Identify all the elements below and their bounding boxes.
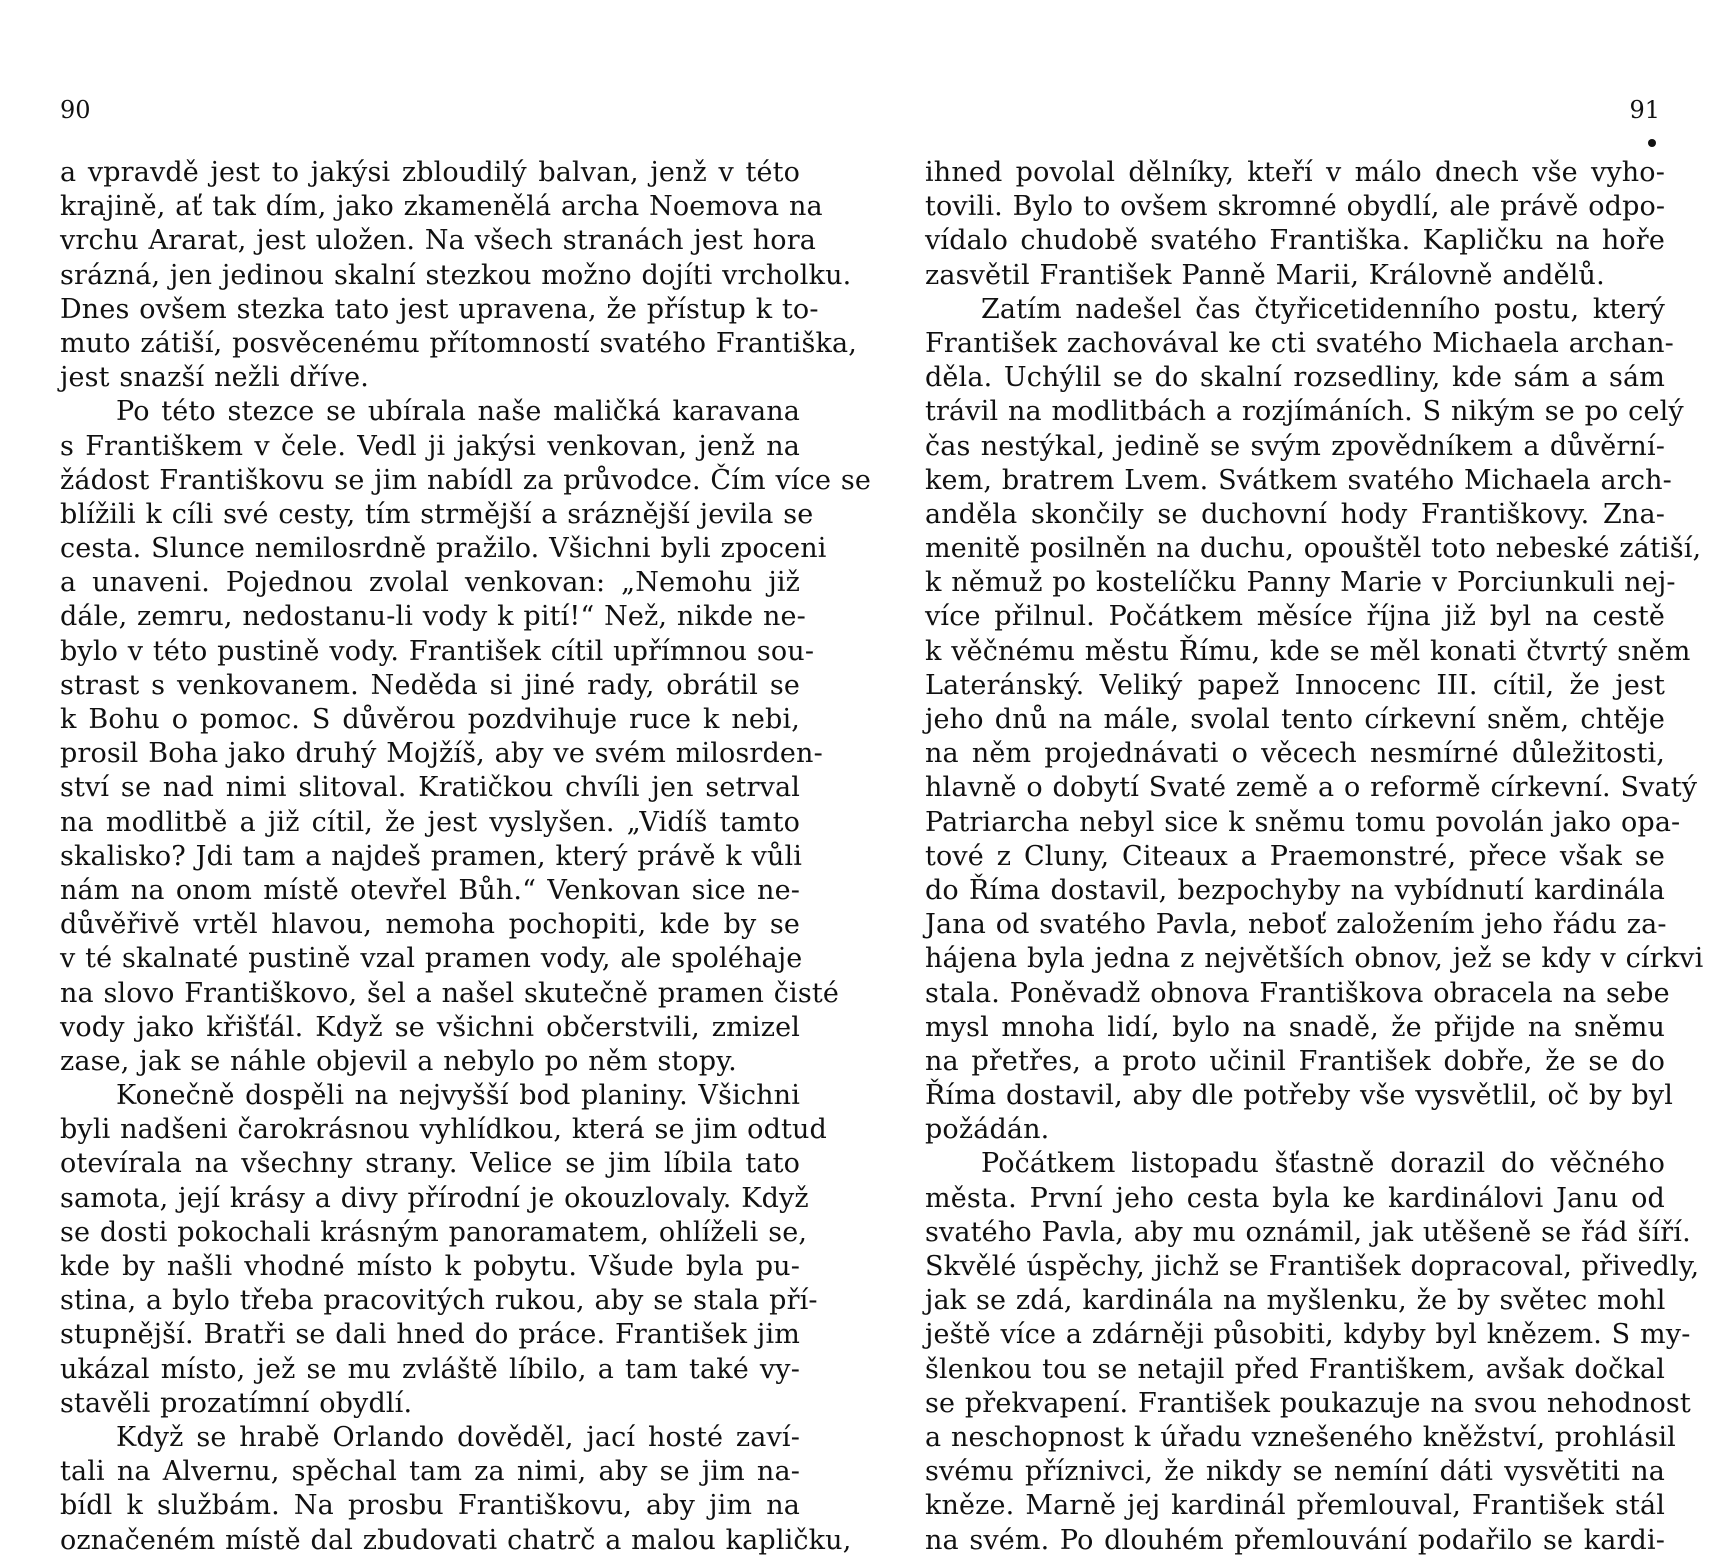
text-line: vídalo chudobě svatého Františka. Kapličku na hoře <box>925 225 1665 257</box>
text-line: stavěli prozatímní obydlí. <box>60 1387 413 1419</box>
text-line: požádán. <box>925 1114 1050 1146</box>
text-line: se překvapení. František poukazuje na svou nehodnost <box>925 1387 1691 1419</box>
text-line: bídl k službám. Na prosbu Františkovu, aby jim na <box>60 1490 800 1522</box>
text-line: tové z Cluny, Citeaux a Praemonstré, přece však se <box>925 840 1665 872</box>
text-line: děla. Uchýlil se do skalní rozsedliny, kde sám a sám <box>925 362 1665 394</box>
text-line: svému příznivci, že nikdy se nemíní dáti vysvětiti na <box>925 1456 1665 1488</box>
text-line: cesta. Slunce nemilosrdně pražilo. Všichni byli zpoceni <box>60 533 827 565</box>
text-line: označeném místě dal zbudovati chatrč a malou kapličku, <box>60 1524 852 1556</box>
text-line: k Bohu o pomoc. S důvěrou pozdvihuje ruce k nebi, <box>60 704 800 735</box>
text-line: Říma dostavil, aby dle potřeby vše vysvětlil, oč by byl <box>925 1080 1674 1112</box>
ink-speck <box>1648 139 1656 147</box>
page-number-right: 91 <box>1629 96 1660 124</box>
text-line: důvěřivě vrtěl hlavou, nemoha pochopiti, kde by se <box>60 909 800 941</box>
text-line: na slovo Františkovo, šel a našel skutečně pramen čisté <box>60 977 839 1009</box>
right-page-text <box>925 156 1704 1558</box>
text-line: k věčnému městu Římu, kde se měl konati čtvrtý sněm <box>925 635 1691 667</box>
text-line: a vpravdě jest to jakýsi zbloudilý balvan, jenž v této <box>60 157 800 188</box>
page-number-left: 90 <box>60 96 91 124</box>
text-line: na svém. Po dlouhém přemlouvání podařilo se kardi- <box>925 1524 1665 1556</box>
text-line: blížili k cíli své cesty, tím strmější a sráznější jevila se <box>60 498 814 530</box>
text-line: Konečně dospěli na nejvyšší bod planiny. Všichni <box>116 1080 800 1112</box>
text-line: tovili. Bylo to ovšem skromné obydlí, ale právě odpo- <box>925 191 1666 223</box>
text-line: Skvělé úspěchy, jichž se František dopracoval, přivedly, <box>925 1251 1700 1282</box>
text-line: tali na Alvernu, spěchal tam za nimi, aby se jim na- <box>60 1456 800 1488</box>
text-line: Počátkem listopadu šťastně dorazil do věčného <box>981 1148 1665 1180</box>
text-line: v té skalnaté pustině vzal pramen vody, ale spoléhaje <box>60 943 803 975</box>
text-line: a neschopnost k úřadu vznešeného kněžství, prohlásil <box>925 1421 1676 1453</box>
text-line: Patriarcha nebyl sice k sněmu tomu povolán jako opa- <box>925 806 1681 838</box>
text-line: menitě posilněn na duchu, opouštěl toto nebeské zátiší, <box>925 533 1702 565</box>
text-line: nám na onom místě otevřel Bůh.“ Venkovan sice ne- <box>60 874 800 906</box>
text-line: jest snazší nežli dříve. <box>60 362 369 394</box>
text-line: trávil na modlitbách a rozjímáních. S nikým se po celý <box>925 396 1684 428</box>
text-line: Když se hrabě Orlando dověděl, jací hosté zaví- <box>116 1421 800 1453</box>
text-line: skalisko? Jdi tam a najdeš pramen, který právě k vůli <box>60 840 803 872</box>
text-line: muto zátiší, posvěcenému přítomností svatého Františka, <box>60 327 857 359</box>
text-line: ství se nad nimi slitoval. Kratičkou chvíli jen setrval <box>60 772 800 804</box>
text-line: vrchu Ararat, jest uložen. Na všech stranách jest hora <box>60 225 817 257</box>
left-page-text <box>60 156 871 1558</box>
text-line: zase, jak se náhle objevil a nebylo po něm stopy. <box>60 1045 737 1077</box>
text-line: hájena byla jedna z největších obnov, jež se kdy v církvi <box>925 943 1704 975</box>
text-line: byli nadšeni čarokrásnou vyhlídkou, která se jim odtud <box>60 1114 827 1146</box>
text-line: jeho dnů na mále, svolal tento církevní sněm, chtěje <box>925 704 1665 735</box>
text-line: kde by našli vhodné místo k pobytu. Všude byla pu- <box>60 1251 800 1282</box>
right-page <box>860 0 1720 1556</box>
text-line: kněze. Marně jej kardinál přemlouval, František stál <box>925 1490 1665 1522</box>
text-line: Lateránský. Veliký papež Innocenc III. cítil, že jest <box>925 669 1665 701</box>
text-line: samota, její krásy a divy přírodní je okouzlovaly. Když <box>60 1182 809 1214</box>
text-line: hlavně o dobytí Svaté země a o reformě církevní. Svatý <box>925 772 1698 804</box>
text-line: kem, bratrem Lvem. Svátkem svatého Michaela arch- <box>925 464 1672 496</box>
text-line: dále, zemru, nedostanu-li vody k pití!“ Než, nikde ne- <box>60 601 806 633</box>
text-line: více přilnul. Počátkem měsíce října již byl na cestě <box>925 601 1665 633</box>
text-line: bylo v této pustině vody. František cítil upřímnou sou- <box>60 635 815 667</box>
text-line: do Říma dostavil, bezpochyby na vybídnutí kardinála <box>925 874 1665 906</box>
text-line: krajině, ať tak dím, jako zkamenělá archa Noemova na <box>60 191 823 223</box>
text-line: ihned povolal dělníky, kteří v málo dnech vše vyho- <box>925 157 1665 188</box>
text-line: anděla skončily se duchovní hody Františkovy. Zna- <box>925 498 1665 530</box>
text-line: a unaveni. Pojednou zvolal venkovan: „Nemohu již <box>60 567 800 599</box>
text-line: prosil Boha jako druhý Mojžíš, aby ve svém milosrden- <box>60 738 823 770</box>
text-line: stina, a bylo třeba pracovitých rukou, aby se stala pří- <box>60 1285 818 1317</box>
text-line: jak se zdá, kardinála na myšlenku, že by světec mohl <box>925 1285 1666 1317</box>
text-line: se dosti pokochali krásným panoramatem, ohlíželi se, <box>60 1216 808 1248</box>
text-line: čas nestýkal, jedině se svým zpovědníkem a důvěrní- <box>925 430 1665 462</box>
text-line: Po této stezce se ubírala naše maličká karavana <box>116 396 800 428</box>
text-line: na něm projednávati o věcech nesmírné důležitosti, <box>925 738 1665 770</box>
text-line: na přetřes, a proto učinil František dobře, že se do <box>925 1045 1665 1077</box>
text-line: srázná, jen jedinou skalní stezkou možno dojíti vrcholku. <box>60 259 852 291</box>
text-line: Jana od svatého Pavla, neboť založením jeho řádu za- <box>925 909 1667 941</box>
text-line: k němuž po kostelíčku Panny Marie v Porciunkuli nej- <box>925 567 1676 599</box>
text-line: města. První jeho cesta byla ke kardinálovi Janu od <box>925 1182 1665 1214</box>
text-line: ukázal místo, jež se mu zvláště líbilo, a tam také vy- <box>60 1353 800 1385</box>
text-line: Zatím nadešel čas čtyřicetidenního postu, který <box>981 293 1665 325</box>
text-line: vody jako křišťál. Když se všichni občerstvili, zmizel <box>60 1011 800 1043</box>
text-line: strast s venkovanem. Neděda si jiné rady, obrátil se <box>60 669 800 701</box>
text-line: svatého Pavla, aby mu oznámil, jak utěšeně se řád šíří. <box>925 1216 1691 1248</box>
text-line: šlenkou tou se netajil před Františkem, avšak dočkal <box>925 1353 1665 1385</box>
text-line: Dnes ovšem stezka tato jest upravena, že přístup k to- <box>60 293 819 325</box>
text-line: stala. Poněvadž obnova Františkova obracela na sebe <box>925 977 1670 1009</box>
text-line: mysl mnoha lidí, bylo na snadě, že přijde na sněmu <box>925 1011 1665 1043</box>
text-line: na modlitbě a již cítil, že jest vyslyšen. „Vidíš tamto <box>60 806 800 838</box>
text-line: stupnější. Bratři se dali hned do práce. František jim <box>60 1319 800 1351</box>
text-line: žádost Františkovu se jim nabídl za průvodce. Čím více se <box>60 464 871 496</box>
text-line: zasvětil František Panně Marii, Královně andělů. <box>925 259 1605 291</box>
text-line: ještě více a zdárněji působiti, kdyby byl knězem. S my- <box>925 1319 1691 1351</box>
text-line: s Františkem v čele. Vedl ji jakýsi venkovan, jenž na <box>60 430 800 462</box>
text-line: otevírala na všechny strany. Velice se jim líbila tato <box>60 1148 800 1180</box>
text-line: František zachovával ke cti svatého Michaela archan- <box>925 327 1674 359</box>
